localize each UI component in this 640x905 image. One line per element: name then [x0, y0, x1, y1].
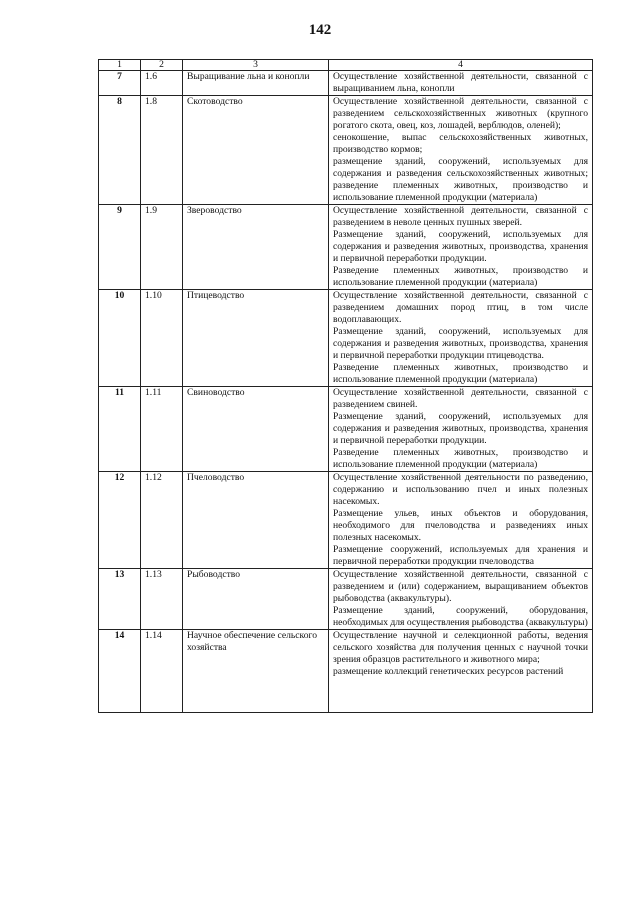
use-description: [329, 387, 593, 472]
use-name: Свиноводство: [183, 387, 329, 472]
use-description: [329, 205, 593, 290]
use-description: [329, 290, 593, 387]
use-description: [329, 472, 593, 569]
use-name: Рыбоводство: [183, 569, 329, 630]
land-use-table: [98, 59, 593, 713]
description-paragraph: Размещение сооружений, используемых для хранения и первичной переработки продукции пчеловодства: [333, 544, 588, 567]
use-name: Птицеводство: [183, 290, 329, 387]
use-code: 1.11: [141, 387, 183, 472]
use-description: [329, 71, 593, 96]
page-number: 142: [308, 22, 332, 38]
description-paragraph: Разведение племенных животных, производство и использование племенной продукции (материала): [333, 265, 588, 288]
column-header: 1: [99, 60, 141, 71]
description-paragraph: Осуществление хозяйственной деятельности, связанной с разведением в неволе ценных пушных зверей.: [333, 205, 588, 228]
description-paragraph: Осуществление хозяйственной деятельности, связанной с разведением свиней.: [333, 387, 588, 410]
row-number: 11: [99, 387, 141, 472]
description-paragraph: Размещение зданий, сооружений, оборудования, необходимых для осуществления рыбоводства (аквакультуры): [333, 605, 588, 628]
column-header: 4: [329, 60, 593, 71]
row-number: 14: [99, 630, 141, 713]
row-number: 7: [99, 71, 141, 96]
table-row: [99, 387, 593, 472]
table-row: [99, 205, 593, 290]
description-paragraph: Размещение ульев, иных объектов и оборудования, необходимого для пчеловодства и разведениях иных полезных насекомых.: [333, 508, 588, 543]
row-number: 10: [99, 290, 141, 387]
use-code: 1.6: [141, 71, 183, 96]
use-name: Научное обеспечение сельского хозяйства: [183, 630, 329, 713]
use-name: Выращивание льна и конопли: [183, 71, 329, 96]
use-code: 1.8: [141, 96, 183, 205]
use-name: Звероводство: [183, 205, 329, 290]
description-paragraph: Разведение племенных животных, производство и использование племенной продукции (материала): [333, 447, 588, 470]
description-paragraph: Размещение зданий, сооружений, используемых для содержания и разведения животных, производства, хранения и первичной переработки продукции.: [333, 229, 588, 264]
description-paragraph: Осуществление хозяйственной деятельности по разведению, содержанию и использованию пчел и иных полезных насекомых.: [333, 472, 588, 507]
use-code: 1.12: [141, 472, 183, 569]
description-paragraph: Размещение зданий, сооружений, используемых для содержания и разведения животных, производства, хранения и первичной переработки продукции.: [333, 411, 588, 446]
description-paragraph: размещение коллекций генетических ресурсов растений: [333, 666, 564, 677]
description-paragraph: Разведение племенных животных, производство и использование племенной продукции (материала): [333, 362, 588, 385]
description-paragraph: размещение зданий, сооружений, используемых для содержания и разведения сельскохозяйственных животных; разведение племенных животных, производство и использование племенной продукции (материала): [333, 156, 588, 203]
use-description: [329, 569, 593, 630]
use-code: 1.9: [141, 205, 183, 290]
description-paragraph: Осуществление научной и селекционной работы, ведения сельского хозяйства для получения ценных с научной точки зрения образцов растительного и животного мира;: [333, 630, 588, 665]
use-code: 1.10: [141, 290, 183, 387]
description-paragraph: сенокошение, выпас сельскохозяйственных животных, производство кормов;: [333, 132, 588, 155]
use-code: 1.14: [141, 630, 183, 713]
table-body: [99, 71, 593, 713]
column-header: 2: [141, 60, 183, 71]
description-paragraph: Осуществление хозяйственной деятельности, связанной с разведением домашних пород птиц, в том числе водоплавающих.: [333, 290, 588, 325]
table-header-row: [99, 60, 593, 71]
description-paragraph: Размещение зданий, сооружений, используемых для содержания и разведения животных, производства, хранения и первичной переработки продукции птицеводства.: [333, 326, 588, 361]
use-name: Скотоводство: [183, 96, 329, 205]
row-number: 13: [99, 569, 141, 630]
table-row: [99, 71, 593, 96]
use-description: [329, 630, 593, 713]
description-paragraph: Осуществление хозяйственной деятельности, связанной с выращиванием льна, конопли: [333, 71, 588, 94]
row-number: 12: [99, 472, 141, 569]
description-paragraph: Осуществление хозяйственной деятельности, связанной с разведением и (или) содержанием, выращиванием объектов рыбоводства (аквакультуры).: [333, 569, 588, 604]
table-row: [99, 630, 593, 713]
table-row: [99, 290, 593, 387]
use-name: Пчеловодство: [183, 472, 329, 569]
table-row: [99, 472, 593, 569]
use-description: [329, 96, 593, 205]
description-paragraph: Осуществление хозяйственной деятельности, связанной с разведением сельскохозяйственных животных (крупного рогатого скота, овец, коз, лошадей, верблюдов, оленей);: [333, 96, 588, 131]
table-row: [99, 96, 593, 205]
row-number: 8: [99, 96, 141, 205]
row-number: 9: [99, 205, 141, 290]
column-header: 3: [183, 60, 329, 71]
use-code: 1.13: [141, 569, 183, 630]
table-row: [99, 569, 593, 630]
